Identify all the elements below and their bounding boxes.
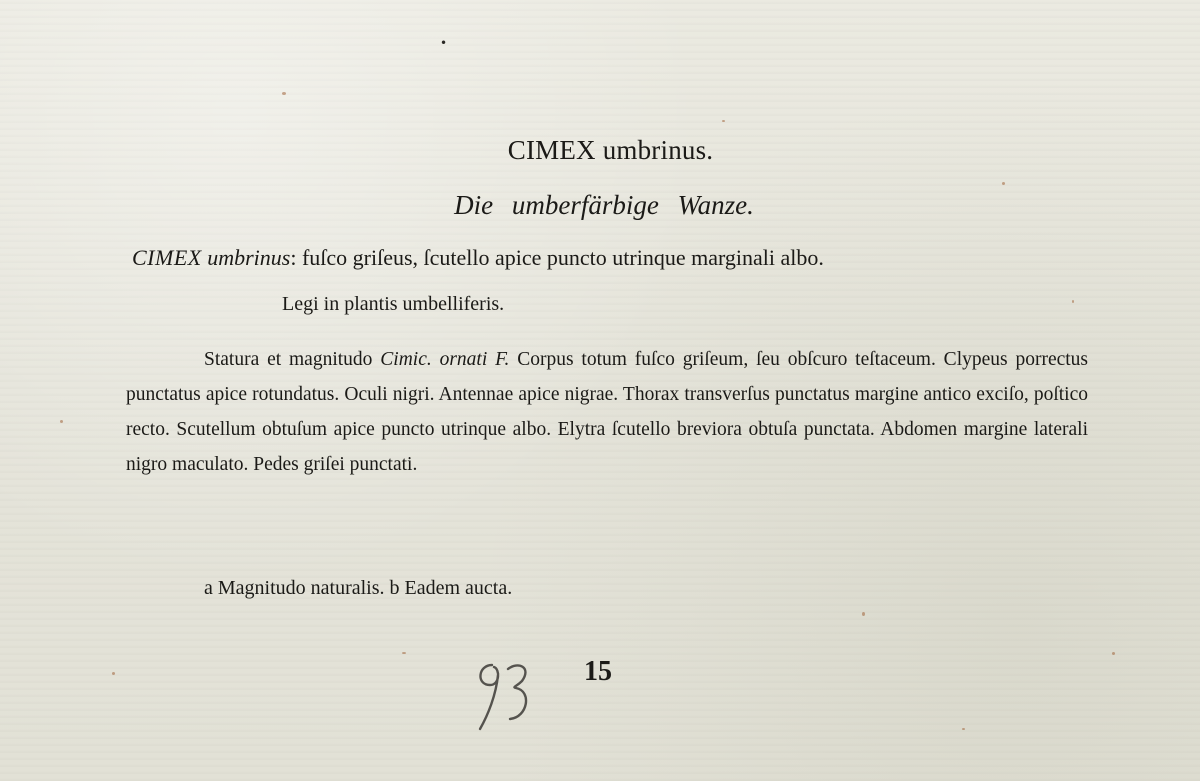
diagnosis-genus: CIMEX bbox=[132, 245, 202, 270]
description-part1: Statura et magnitudo bbox=[204, 349, 381, 370]
paper-fleck bbox=[112, 672, 115, 675]
description-paragraph bbox=[126, 342, 1088, 482]
handwritten-note bbox=[470, 655, 540, 735]
paper-fleck bbox=[1112, 652, 1115, 655]
description-part2: Corpus totum fuſco griſeum, ſeu obſcuro teſtaceum. Clypeus porrectus punctatus apice rotundatus. Oculi nigri. Antennae apice nigrae. Thorax transverſus punctatus margine antico exciſo, poſtico recto. Scutellum obtuſum apice puncto utrinque albo. Elytra ſcutello breviora obtuſa punctata. Abdomen margine laterali nigro maculato. Pedes griſei punctati. bbox=[126, 349, 1089, 475]
locality-line: Legi in plantis umbelliferis. bbox=[282, 293, 505, 315]
paper-fleck bbox=[722, 120, 725, 122]
paper-fleck bbox=[1072, 300, 1074, 303]
paper-fleck bbox=[862, 612, 865, 616]
page-number: 15 bbox=[584, 656, 612, 687]
page-subtitle: Die umberfärbige Wanze. bbox=[454, 190, 754, 220]
diagnosis-species: umbrinus bbox=[207, 245, 291, 270]
description-italic-ref: Cimic. ornati F. bbox=[380, 349, 510, 370]
figure-caption: a Magnitudo naturalis. b Eadem aucta. bbox=[204, 577, 513, 599]
paper-fleck bbox=[1002, 182, 1005, 185]
top-mark: • bbox=[440, 36, 448, 50]
species-diagnosis bbox=[132, 245, 1072, 271]
paper-fleck bbox=[962, 728, 965, 730]
paper-fleck bbox=[402, 652, 406, 654]
diagnosis-text: : fuſco griſeus, ſcutello apice puncto utrinque marginali albo. bbox=[290, 245, 824, 270]
paper-fleck bbox=[60, 420, 63, 423]
paper-fleck bbox=[282, 92, 286, 95]
page-title: CIMEX umbrinus. bbox=[507, 135, 714, 165]
